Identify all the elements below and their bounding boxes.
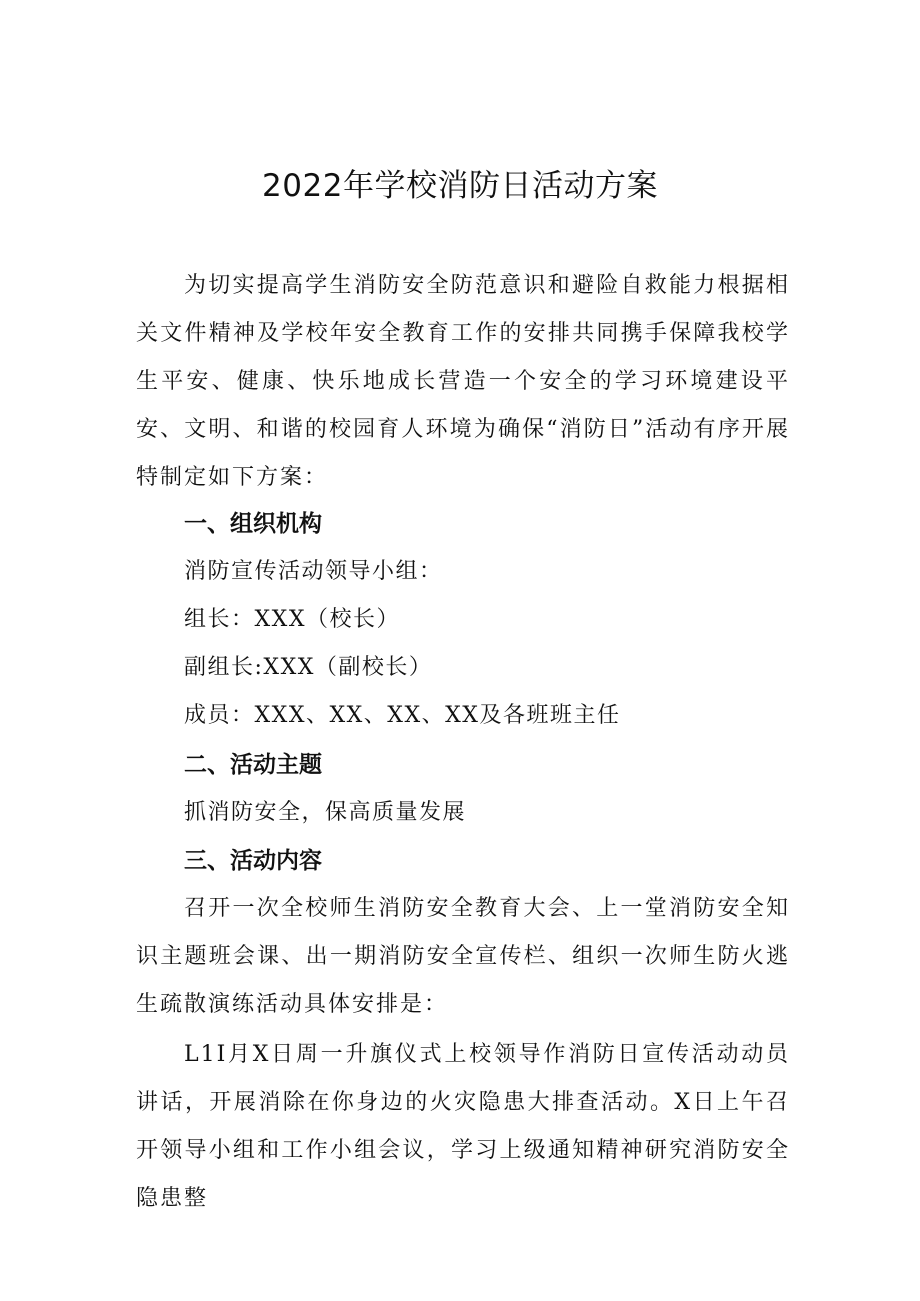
intro-paragraph: 为切实提高学生消防安全防范意识和避险自救能力根据相关文件精神及学校年安全教育工作的安排共同携手保障我校学生平安、健康、快乐地成长营造一个安全的学习环境建设平安、文明、和谐的校园育人环境为确保“消防日”活动有序开展特制定如下方案： <box>136 273 790 490</box>
content-paragraph-2: L1I月X日周一升旗仪式上校领导作消防日宣传活动动员讲话，开展消除在你身边的火灾隐患大排查活动。X日上午召开领导小组和工作小组会议，学习上级通知精神研究消防安全隐患整 <box>136 1042 790 1211</box>
content-paragraph-1: 召开一次全校师生消防安全教育大会、上一堂消防安全知识主题班会课、出一期消防安全宣传栏、组织一次师生防火逃生疏散演练活动具体安排是： <box>136 896 790 1017</box>
group-leader-line: 组长：XXX（校长） <box>184 607 400 632</box>
section-heading-content: 三、活动内容 <box>184 848 322 874</box>
section-heading-organization: 一、组织机构 <box>184 511 322 537</box>
section-heading-theme: 二、活动主题 <box>184 752 322 778</box>
members-line: 成员：XXX、XX、XX、XX及各班班主任 <box>184 703 621 728</box>
activity-theme-line: 抓消防安全，保高质量发展 <box>184 800 467 825</box>
document-title: 2022年学校消防日活动方案 <box>262 168 658 204</box>
deputy-leader-line: 副组长:XXX（副校长） <box>184 655 433 680</box>
leadership-group-label: 消防宣传活动领导小组： <box>184 559 443 584</box>
